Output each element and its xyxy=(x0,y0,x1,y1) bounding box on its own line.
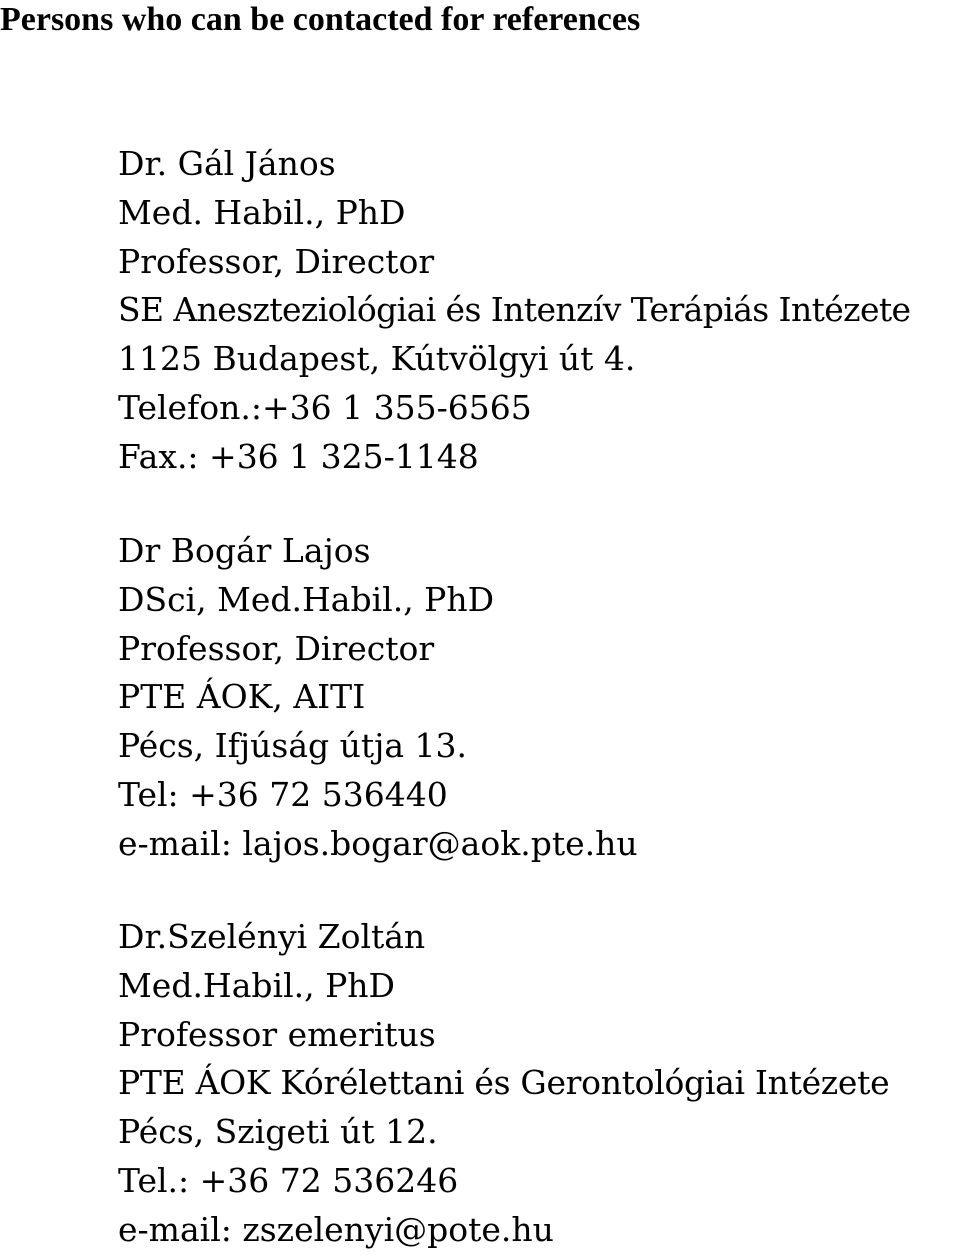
contact-address: Pécs, Szigeti út 12. xyxy=(118,1112,438,1152)
contact-phone: Tel: +36 72 536440 xyxy=(118,774,448,814)
reference-contact xyxy=(118,913,958,1255)
reference-contact xyxy=(118,527,958,869)
contact-email: e-mail: lajos.bogar@aok.pte.hu xyxy=(118,823,638,863)
contact-position: Professor emeritus xyxy=(118,1014,436,1054)
contact-degree: Med. Habil., PhD xyxy=(118,192,406,232)
contact-name: Dr.Szelényi Zoltán xyxy=(118,917,426,956)
contact-phone: Telefon.:+36 1 355-6565 xyxy=(118,387,532,427)
contact-position: Professor, Director xyxy=(118,241,435,281)
contact-fax: Fax.: +36 1 325-1148 xyxy=(118,436,479,476)
contact-name: Dr Bogár Lajos xyxy=(118,531,371,570)
contact-address: 1125 Budapest, Kútvölgyi út 4. xyxy=(118,339,636,379)
contact-institution: SE Aneszteziológiai és Intenzív Terápiás Intézete xyxy=(118,290,911,330)
contact-address: Pécs, Ifjúság útja 13. xyxy=(118,726,467,766)
contact-name: Dr. Gál János xyxy=(118,144,336,183)
contact-degree: DSci, Med.Habil., PhD xyxy=(118,579,495,619)
page-title: Persons who can be contacted for references xyxy=(0,1,641,38)
contact-institution: PTE ÁOK Kórélettani és Gerontológiai Intézete xyxy=(118,1063,890,1103)
contact-position: Professor, Director xyxy=(118,628,435,668)
contact-email: e-mail: zszelenyi@pote.hu xyxy=(118,1209,554,1249)
contact-phone: Tel.: +36 72 536246 xyxy=(118,1160,459,1200)
contact-institution: PTE ÁOK, AITI xyxy=(118,677,366,717)
reference-contact xyxy=(118,140,958,482)
contact-degree: Med.Habil., PhD xyxy=(118,965,396,1005)
